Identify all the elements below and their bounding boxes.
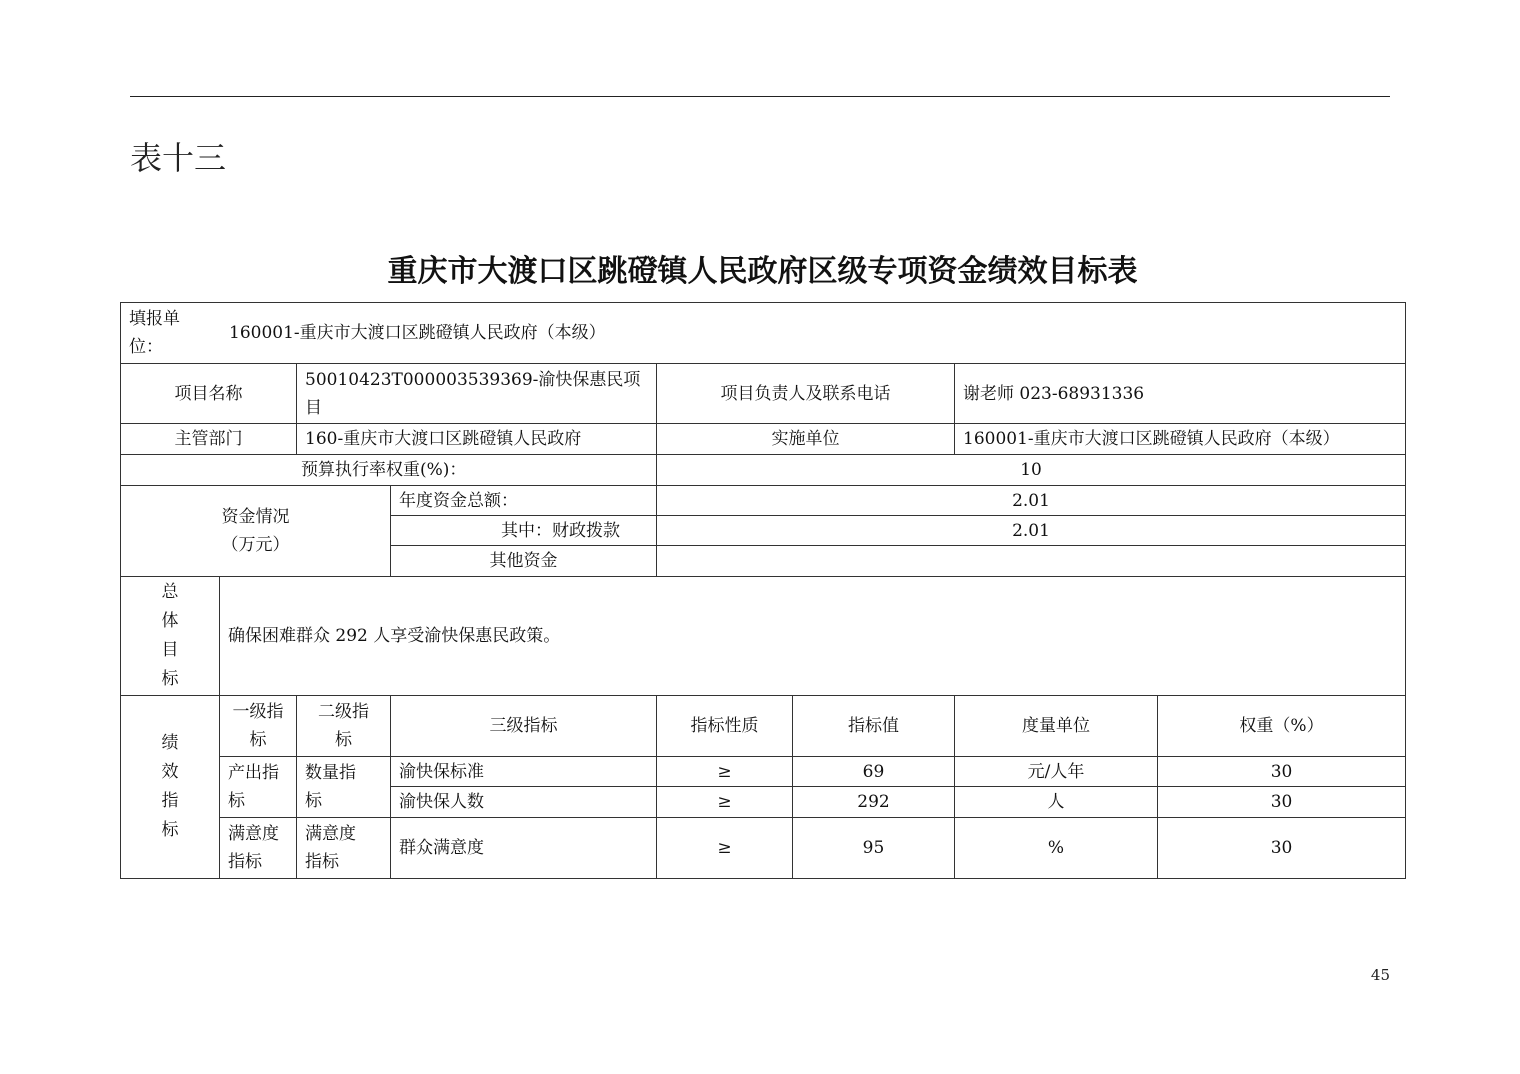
- impl-unit-label: 实施单位: [657, 424, 955, 455]
- row-nature: ≥: [657, 787, 793, 818]
- row-unit: 元/人年: [955, 757, 1158, 787]
- header-weight: 权重（%）: [1158, 696, 1406, 757]
- filling-unit-value: 160001-重庆市大渡口区跳磴镇人民政府（本级）: [229, 323, 606, 343]
- row-level3: 群众满意度: [391, 818, 657, 879]
- project-name-value: 50010423T000003539369-渝快保惠民项目: [297, 364, 657, 424]
- budget-rate-row: [121, 455, 1406, 486]
- funds-other-label: 其他资金: [391, 546, 657, 577]
- project-lead-label: 项目负责人及联系电话: [657, 364, 955, 424]
- impl-unit-value: 160001-重庆市大渡口区跳磴镇人民政府（本级）: [955, 424, 1406, 455]
- page-number: 45: [1370, 966, 1390, 984]
- perf-indicator-label: 绩效指标: [121, 696, 220, 879]
- header-nature: 指标性质: [657, 696, 793, 757]
- row-value: 95: [793, 818, 955, 879]
- project-name-row: [121, 364, 1406, 424]
- header-level3: 三级指标: [391, 696, 657, 757]
- row-level2: 数量指标: [297, 757, 391, 818]
- performance-target-table: [120, 302, 1406, 879]
- row-level3: 渝快保人数: [391, 787, 657, 818]
- header-rule: [130, 96, 1390, 97]
- row-unit: %: [955, 818, 1158, 879]
- row-weight: 30: [1158, 818, 1406, 879]
- funds-fiscal-label: 其中：财政拨款: [391, 516, 657, 546]
- row-weight: 30: [1158, 757, 1406, 787]
- budget-rate-label: 预算执行率权重(%)：: [121, 455, 657, 486]
- funds-total-label: 年度资金总额：: [391, 486, 657, 516]
- filling-unit-cell: [121, 303, 1406, 364]
- overall-goal-label: 总体目标: [121, 577, 220, 696]
- row-level2: 满意度指标: [297, 818, 391, 879]
- table-number-label: 表十三: [130, 139, 227, 177]
- header-unit: 度量单位: [955, 696, 1158, 757]
- funds-other-value: [657, 546, 1406, 577]
- overall-goal-row: [121, 577, 1406, 696]
- indicator-row: [121, 757, 1406, 787]
- row-nature: ≥: [657, 757, 793, 787]
- funds-fiscal-value: 2.01: [657, 516, 1406, 546]
- row-level1: 产出指标: [220, 757, 297, 818]
- row-value: 69: [793, 757, 955, 787]
- project-lead-value: 谢老师 023-68931336: [955, 364, 1406, 424]
- row-level1: 满意度指标: [220, 818, 297, 879]
- overall-goal-value: 确保困难群众 292 人享受渝快保惠民政策。: [220, 577, 1406, 696]
- indicator-row: [121, 818, 1406, 879]
- row-weight: 30: [1158, 787, 1406, 818]
- department-row: [121, 424, 1406, 455]
- budget-rate-value: 10: [657, 455, 1406, 486]
- row-level3: 渝快保标准: [391, 757, 657, 787]
- dept-value: 160-重庆市大渡口区跳磴镇人民政府: [297, 424, 657, 455]
- header-level1: 一级指标: [220, 696, 297, 757]
- filling-unit-row: [121, 303, 1406, 364]
- row-nature: ≥: [657, 818, 793, 879]
- funds-total-row: [121, 486, 1406, 516]
- document-title: 重庆市大渡口区跳磴镇人民政府区级专项资金绩效目标表: [387, 254, 1138, 289]
- funds-label: 资金情况（万元）: [121, 486, 391, 577]
- indicator-header-row: [121, 696, 1406, 757]
- header-value: 指标值: [793, 696, 955, 757]
- row-unit: 人: [955, 787, 1158, 818]
- header-level2: 二级指标: [297, 696, 391, 757]
- dept-label: 主管部门: [121, 424, 297, 455]
- row-value: 292: [793, 787, 955, 818]
- project-name-label: 项目名称: [121, 364, 297, 424]
- funds-total-value: 2.01: [657, 486, 1406, 516]
- filling-unit-label: 填报单位：: [129, 309, 180, 357]
